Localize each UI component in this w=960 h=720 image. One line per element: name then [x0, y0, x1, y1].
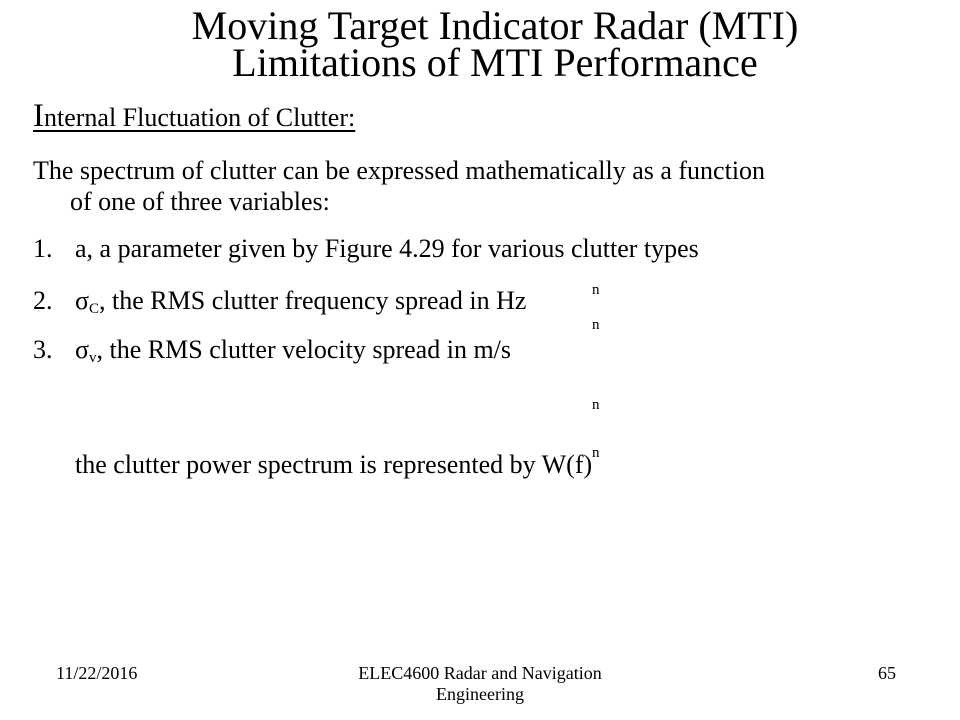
list-item-1: [33, 234, 699, 264]
slide-title-line-2: Limitations of MTI Performance: [232, 40, 758, 85]
stray-mark: n: [592, 282, 600, 298]
list-item-number: 1.: [33, 234, 53, 263]
intro-line-2: of one of three variables:: [70, 187, 330, 216]
list-item-3: [33, 335, 511, 373]
footer-page-number: 65: [878, 663, 896, 683]
section-heading: [33, 98, 355, 135]
stray-mark: n: [592, 445, 600, 461]
intro-paragraph: [33, 155, 933, 217]
list-item-symbol: σ: [75, 335, 90, 364]
section-heading-initial: I: [33, 98, 44, 134]
list-item-text: a, a parameter given by Figure 4.29 for various clutter types: [75, 234, 699, 263]
footer-course-name: ELEC4600 Radar and Navigation Engineering: [358, 663, 602, 704]
list-item-text: , the RMS clutter velocity spread in m/s: [96, 335, 512, 364]
list-item-2: [33, 286, 526, 324]
list-item-symbol: σ: [75, 286, 90, 315]
summary-line: the clutter power spectrum is represented by W(f): [75, 450, 593, 479]
intro-line-1: The spectrum of clutter can be expressed mathematically as a function: [33, 156, 766, 185]
list-item-number: 2.: [33, 286, 53, 315]
stray-mark: n: [592, 317, 600, 333]
slide-title-line-1: Moving Target Indicator Radar (MTI): [191, 3, 799, 48]
list-item-subscript: C: [89, 301, 100, 317]
stray-mark: n: [592, 397, 600, 413]
section-heading-rest: nternal Fluctuation of Clutter:: [44, 103, 356, 132]
footer-date: 11/22/2016: [56, 663, 138, 683]
list-item-subscript: v: [89, 350, 97, 366]
list-item-number: 3.: [33, 335, 53, 364]
list-item-text: , the RMS clutter frequency spread in Hz: [99, 286, 527, 315]
